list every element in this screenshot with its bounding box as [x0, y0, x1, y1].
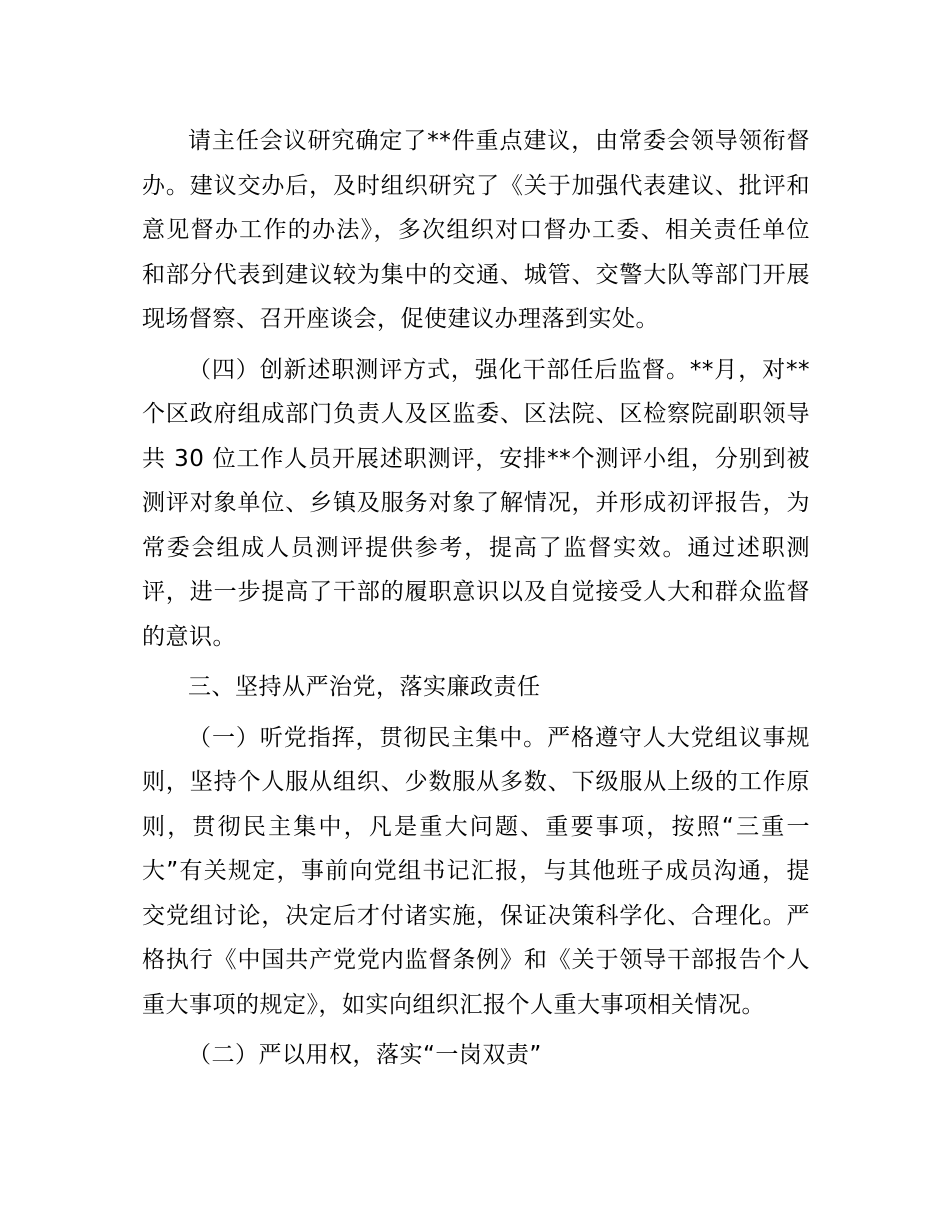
paragraph-subsection-two: （二）严以用权，落实“一岗双责” [188, 1042, 542, 1068]
section-heading-three: 三、坚持从严治党，落实廉政责任 [188, 674, 541, 700]
document-body [142, 119, 810, 1084]
paragraph-section-four: （四）创新述职测评方式，强化干部任后监督。**月，对**个区政府组成部门负责人及区监委、区法院、区检察院副职领导共 30 位工作人员开展述职测评，安排**个测评小组，分别到被测评对象单位、乡镇及服务对象了解情况，并形成初评报告，为常委会组成人员测评提供参考，提高了监督实效。通过述职测评，进一步提高了干部的履职意识以及自觉接受人大和群众监督的意识。 [142, 356, 810, 650]
paragraph-suggestion-supervision: 请主任会议研究确定了**件重点建议，由常委会领导领衔督办。建议交办后，及时组织研究了《关于加强代表建议、批评和意见督办工作的办法》，多次组织对口督办工委、相关责任单位和部分代表到建议较为集中的交通、城管、交警大队等部门开展现场督察、召开座谈会，促使建议办理落到实处。 [142, 128, 810, 332]
paragraph-subsection-one: （一）听党指挥，贯彻民主集中。严格遵守人大党组议事规则，坚持个人服从组织、少数服从多数、下级服从上级的工作原则，贯彻民主集中，凡是重大问题、重要事项，按照“三重一大”有关规定，事前向党组书记汇报，与其他班子成员沟通，提交党组讨论，决定后才付诸实施，保证决策科学化、合理化。严格执行《中国共产党党内监督条例》和《关于领导干部报告个人重大事项的规定》，如实向组织汇报个人重大事项相关情况。 [142, 724, 810, 1018]
